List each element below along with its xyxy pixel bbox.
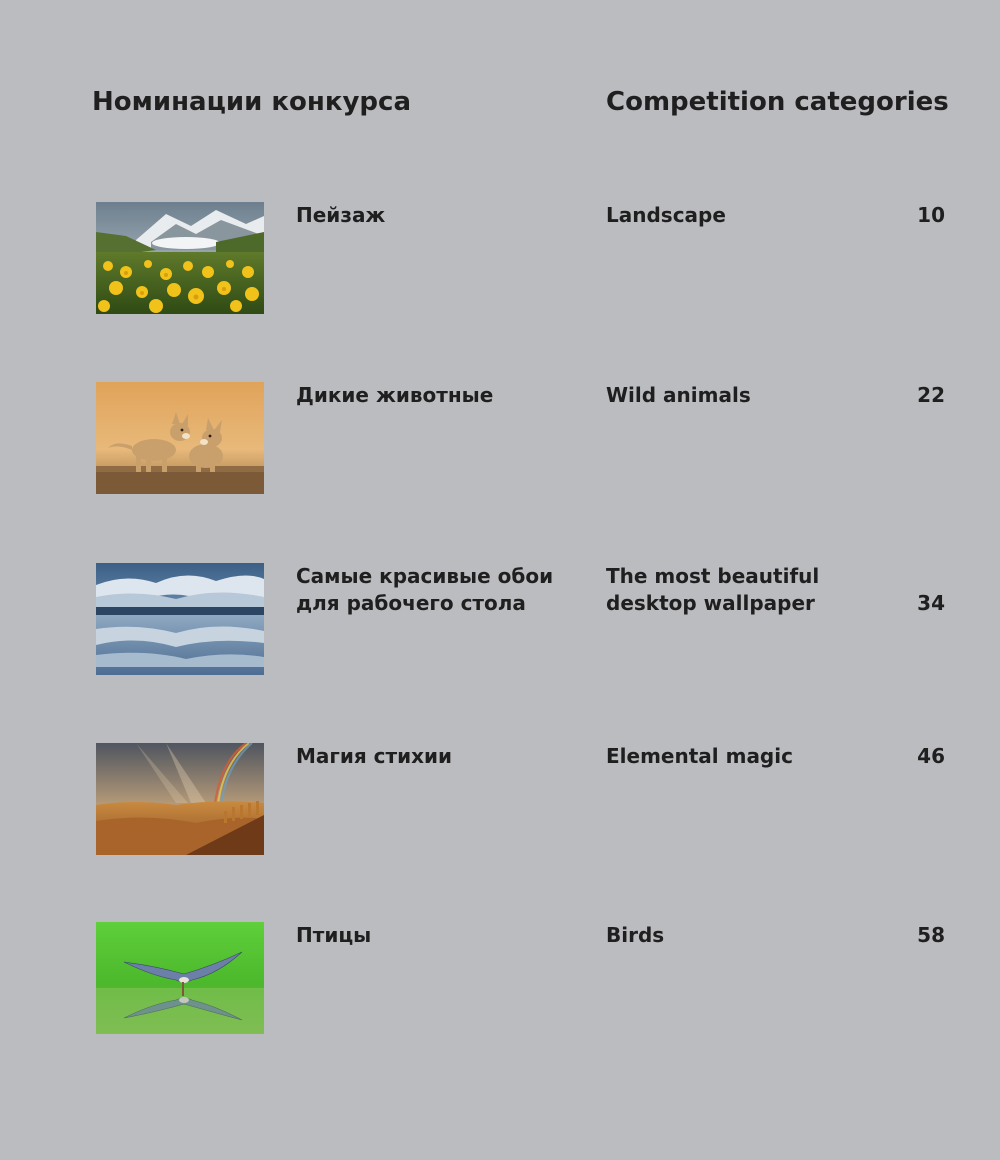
heading-ru: Номинации конкурса [92, 87, 411, 117]
category-title-ru-line1: Самые красивые обои [296, 564, 554, 588]
category-title-ru: Пейзаж [296, 203, 386, 227]
elemental-magic-photo[interactable] [96, 743, 264, 855]
page-number[interactable]: 58 [917, 923, 945, 947]
page-number[interactable]: 46 [917, 744, 945, 768]
category-entry-landscape [0, 202, 1000, 322]
category-title-en: Wild animals [606, 383, 751, 407]
wallpaper-photo[interactable] [96, 563, 264, 675]
category-title-en: Elemental magic [606, 744, 793, 768]
category-title-ru-line2: для рабочего стола [296, 591, 526, 615]
category-title-en: Landscape [606, 203, 726, 227]
category-title-ru: Магия стихии [296, 744, 453, 768]
category-title-ru: Дикие животные [296, 383, 494, 407]
category-title-en [606, 563, 819, 617]
category-entry-wild-animals [0, 382, 1000, 502]
wild-animals-photo[interactable] [96, 382, 264, 494]
category-title-en: Birds [606, 923, 665, 947]
page-number[interactable]: 34 [917, 591, 945, 615]
birds-photo[interactable] [96, 922, 264, 1034]
landscape-photo[interactable] [96, 202, 264, 314]
category-entry-birds [0, 922, 1000, 1042]
category-title-en-line2: desktop wallpaper [606, 591, 815, 615]
category-title-en-line1: The most beautiful [606, 564, 820, 588]
page-number[interactable]: 10 [917, 203, 945, 227]
page-number[interactable]: 22 [917, 383, 945, 407]
category-entry-wallpaper [0, 563, 1000, 683]
category-entry-elemental-magic [0, 743, 1000, 863]
heading-en: Competition categories [606, 87, 949, 117]
category-title-ru: Птицы [296, 923, 372, 947]
category-title-ru [296, 563, 553, 617]
